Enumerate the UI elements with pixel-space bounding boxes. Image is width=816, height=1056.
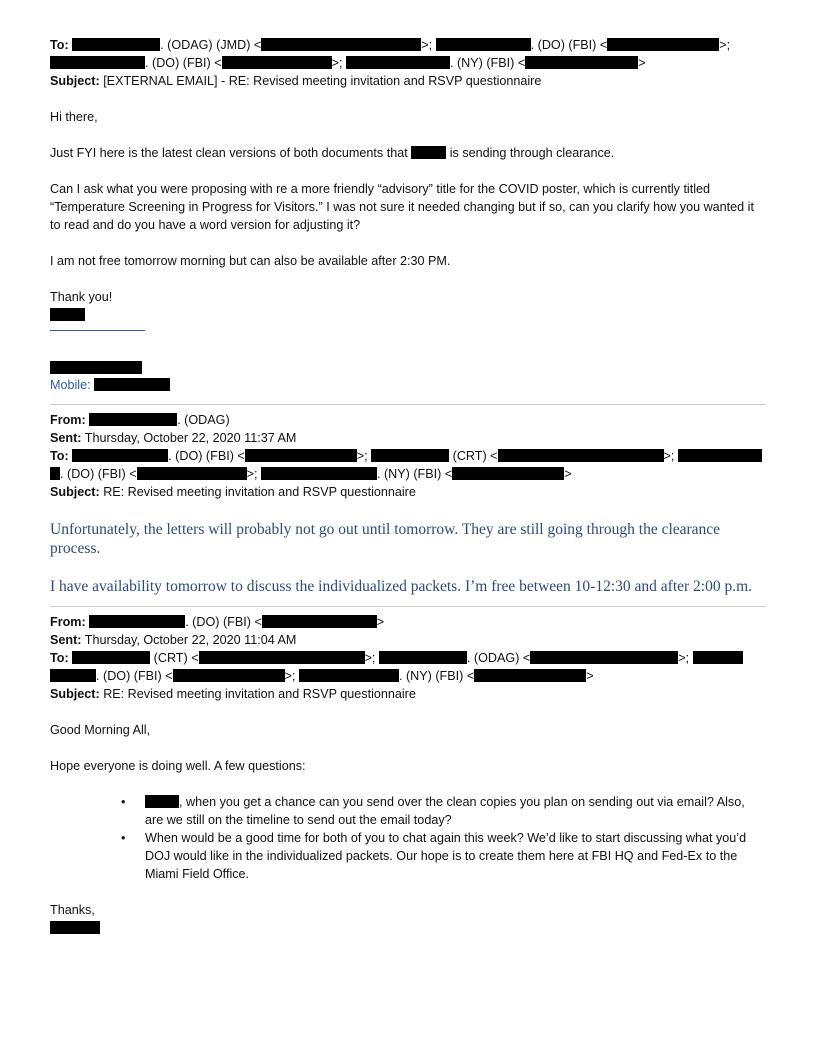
redaction <box>371 449 449 462</box>
subject-label: Subject: <box>50 74 100 88</box>
signature-block <box>50 919 766 937</box>
m1-to-line-1 <box>50 36 766 54</box>
paragraph: I have availability tomorrow to discuss the individualized packets. I’m free between 10-12:30 and after 2:00 p.m. <box>50 578 753 595</box>
redaction <box>137 467 247 480</box>
redaction <box>245 449 357 462</box>
redaction <box>299 669 399 682</box>
recipient-text: . (NY) (FBI) < <box>398 669 475 683</box>
recipient-text: >; <box>719 38 731 52</box>
recipient-text: . (DO) (FBI) < <box>145 56 222 70</box>
to-label: To: <box>50 449 69 463</box>
redaction <box>261 38 421 51</box>
recipient-text: >; <box>246 467 258 481</box>
recipient-text: > <box>638 56 646 70</box>
m3-to-line-1 <box>50 649 766 667</box>
signature-rule-row <box>50 330 766 348</box>
m3-sent-line <box>50 631 766 649</box>
redaction <box>411 146 446 159</box>
m1-subject-line <box>50 72 766 90</box>
to-label: To: <box>50 651 69 665</box>
m2-to-line-2 <box>50 465 766 483</box>
recipient-text: . (ODAG) (JMD) < <box>160 38 262 52</box>
greeting: Hi there, <box>50 110 98 124</box>
subject-text: RE: Revised meeting invitation and RSVP questionnaire <box>103 485 416 499</box>
subject-label: Subject: <box>50 687 100 701</box>
recipient-text: >; <box>284 669 296 683</box>
recipient-text: . (NY) (FBI) < <box>449 56 526 70</box>
recipient-text: (CRT) < <box>153 651 199 665</box>
paragraph <box>50 144 766 162</box>
divider <box>50 606 766 607</box>
m3-subject-line <box>50 685 766 703</box>
m2-sent-line <box>50 429 766 447</box>
sent-text: Thursday, October 22, 2020 11:37 AM <box>84 431 297 445</box>
to-label: To: <box>50 38 69 52</box>
recipient-text: > <box>564 467 572 481</box>
recipient-text: . (DO) (FBI) < <box>96 669 173 683</box>
recipient-text: >; <box>421 38 433 52</box>
divider <box>50 404 766 405</box>
redaction <box>346 56 450 69</box>
redaction <box>50 921 100 934</box>
redaction <box>693 651 743 664</box>
m3-from-line <box>50 613 766 631</box>
sent-label: Sent: <box>50 633 82 647</box>
redaction <box>89 413 177 426</box>
signature-block <box>50 306 766 324</box>
list-item: • When would be a good time for both of you to chat again this week? We’d like to start discussing what you’d DOJ would like in the individualized packets. Our hope is to create them here at FBI HQ and Fed-Ex to the Miami Field Office. <box>145 829 766 883</box>
subject-text: RE: Revised meeting invitation and RSVP questionnaire <box>103 687 416 701</box>
sign-off: Thank you! <box>50 290 113 304</box>
paragraph-text: is sending through clearance. <box>449 146 615 160</box>
redaction <box>474 669 586 682</box>
recipient-text: > <box>586 669 594 683</box>
recipient-text: . (ODAG) < <box>466 651 531 665</box>
signature-name-row <box>50 360 766 376</box>
redaction <box>222 56 332 69</box>
recipient-text: (CRT) < <box>452 449 498 463</box>
sent-label: Sent: <box>50 431 82 445</box>
redaction <box>452 467 564 480</box>
redaction <box>50 361 142 374</box>
redaction <box>50 308 85 321</box>
list-item <box>145 793 766 829</box>
redaction <box>498 449 664 462</box>
redaction <box>199 651 365 664</box>
recipient-text: >; <box>663 449 675 463</box>
recipient-text: . (NY) (FBI) < <box>376 467 453 481</box>
redaction <box>72 449 168 462</box>
mobile-label: Mobile: <box>50 378 91 392</box>
recipient-text: >; <box>364 651 376 665</box>
email-document <box>50 36 766 937</box>
recipient-text: >; <box>356 449 368 463</box>
redaction <box>173 669 285 682</box>
recipient-text: . (DO) (FBI) < <box>60 467 137 481</box>
redaction <box>436 38 531 51</box>
paragraph: Hope everyone is doing well. A few questions: <box>50 759 306 773</box>
sender-text: . (ODAG) <box>177 413 230 427</box>
recipient-text: >; <box>331 56 343 70</box>
sent-text: Thursday, October 22, 2020 11:04 AM <box>84 633 297 647</box>
redaction <box>50 467 60 480</box>
paragraph: Unfortunately, the letters will probably not go out until tomorrow. They are still going through the clearance process. <box>50 521 721 557</box>
redaction <box>72 651 150 664</box>
subject-text: [EXTERNAL EMAIL] - RE: Revised meeting invitation and RSVP questionnaire <box>103 74 542 88</box>
recipient-text: >; <box>678 651 690 665</box>
redaction <box>530 651 678 664</box>
redaction <box>145 795 179 808</box>
paragraph: Can I ask what you were proposing with re a more friendly “advisory” title for the COVID poster, which is currently titled “Temperature Screening in Progress for Visitors.” I was not sure it needed changing but if so, can you clarify how you wanted it to read and do you have a word version for adjusting it? <box>50 182 754 232</box>
mobile-line <box>50 376 766 394</box>
list-item-text: , when you get a chance can you send over the clean copies you plan on sending out via email? Also, are we still on the timeline to send out the email today? <box>145 795 745 827</box>
redaction <box>525 56 638 69</box>
redaction <box>50 56 145 69</box>
paragraph: I am not free tomorrow morning but can also be available after 2:30 PM. <box>50 254 451 268</box>
m2-to-line-1 <box>50 447 766 465</box>
redaction <box>262 615 377 628</box>
redaction <box>50 669 96 682</box>
greeting: Good Morning All, <box>50 723 151 737</box>
redaction <box>94 378 170 391</box>
sender-text: . (DO) (FBI) < <box>185 615 262 629</box>
subject-label: Subject: <box>50 485 100 499</box>
from-label: From: <box>50 615 86 629</box>
redaction <box>678 449 762 462</box>
sender-text: > <box>376 615 385 629</box>
m2-from-line <box>50 411 766 429</box>
redaction <box>261 467 377 480</box>
signature-rule <box>50 330 145 331</box>
redaction <box>89 615 185 628</box>
redaction <box>607 38 719 51</box>
sign-off: Thanks, <box>50 903 95 917</box>
paragraph-text: Just FYI here is the latest clean versions of both documents that <box>50 146 408 160</box>
recipient-text: . (DO) (FBI) < <box>168 449 245 463</box>
m2-subject-line <box>50 483 766 501</box>
question-list <box>50 793 766 883</box>
from-label: From: <box>50 413 86 427</box>
redaction <box>379 651 467 664</box>
m3-to-line-2 <box>50 667 766 685</box>
redaction <box>72 38 160 51</box>
m1-to-line-2 <box>50 54 766 72</box>
recipient-text: . (DO) (FBI) < <box>530 38 608 52</box>
